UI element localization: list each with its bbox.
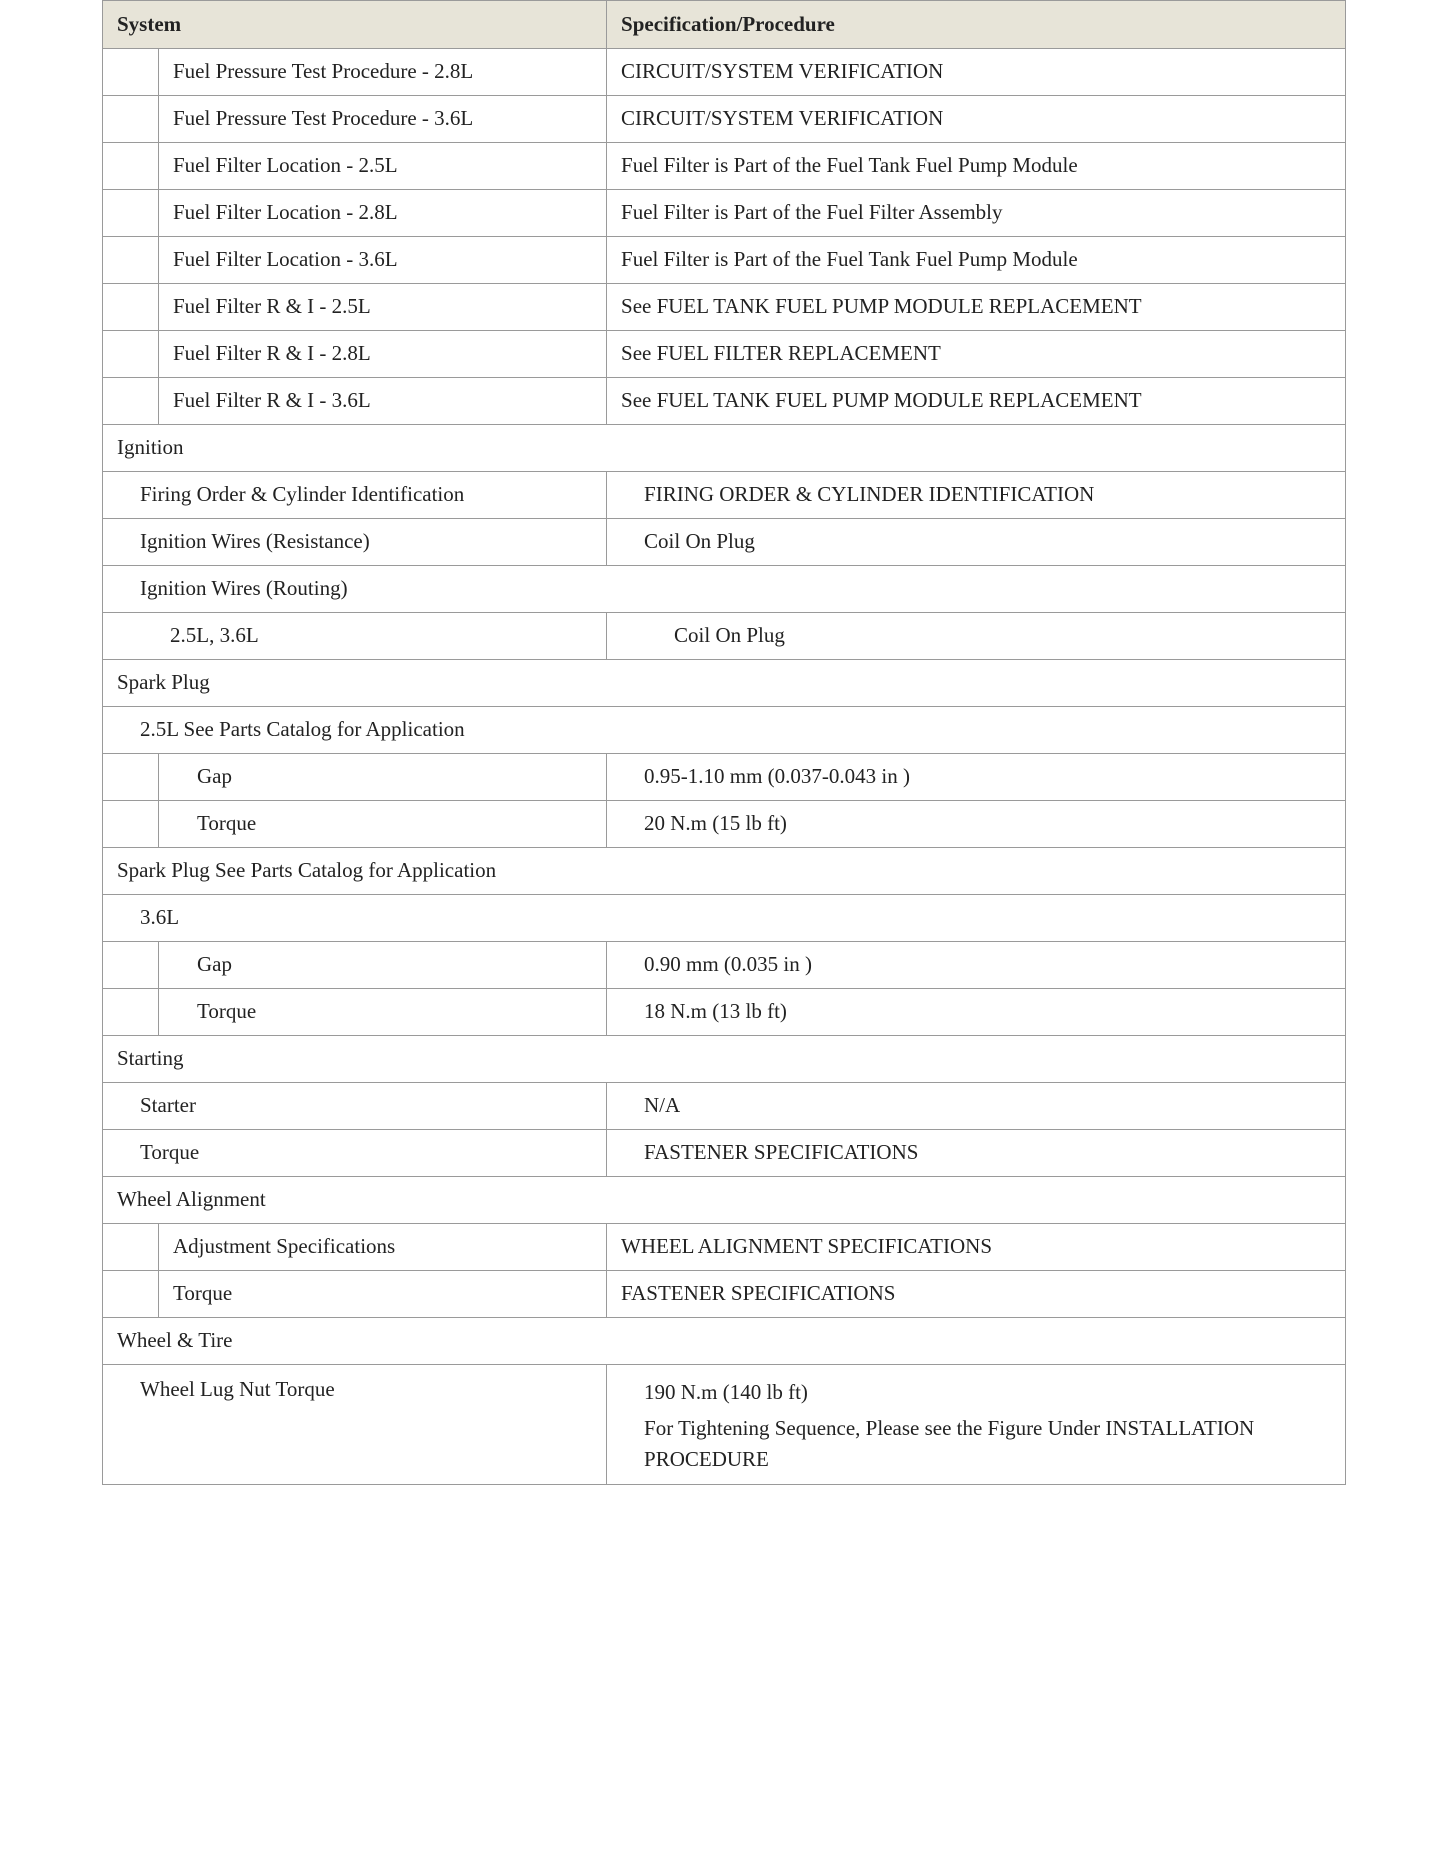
spec-cell: Coil On Plug [607, 613, 1346, 660]
section-heading: Spark Plug See Parts Catalog for Application [103, 848, 1346, 895]
tightening-sequence-note: For Tightening Sequence, Please see the Figure Under INSTALLATION PROCEDURE [644, 1416, 1255, 1471]
table-row [103, 754, 1346, 801]
subsection-row [103, 707, 1346, 754]
indent-cell [103, 989, 159, 1036]
table-row [103, 190, 1346, 237]
section-heading: Starting [103, 1036, 1346, 1083]
section-row-starting [103, 1036, 1346, 1083]
spec-cell: 0.95-1.10 mm (0.037-0.043 in ) [607, 754, 1346, 801]
header-system: System [103, 1, 607, 49]
table-row [103, 331, 1346, 378]
spec-cell: 18 N.m (13 lb ft) [607, 989, 1346, 1036]
table-row [103, 1130, 1346, 1177]
table-row [103, 284, 1346, 331]
section-heading: Wheel & Tire [103, 1318, 1346, 1365]
indent-cell [103, 96, 159, 143]
spec-cell: CIRCUIT/SYSTEM VERIFICATION [607, 49, 1346, 96]
table-row [103, 143, 1346, 190]
table-row [103, 1224, 1346, 1271]
specification-table [102, 0, 1346, 1485]
spec-cell: CIRCUIT/SYSTEM VERIFICATION [607, 96, 1346, 143]
table-row [103, 613, 1346, 660]
table-row [103, 1083, 1346, 1130]
subsection-heading: 3.6L [103, 895, 1346, 942]
table-row [103, 237, 1346, 284]
indent-cell [103, 942, 159, 989]
indent-cell [103, 801, 159, 848]
system-cell: 2.5L, 3.6L [103, 613, 607, 660]
system-cell: Adjustment Specifications [159, 1224, 607, 1271]
spec-cell: N/A [607, 1083, 1346, 1130]
system-cell: Wheel Lug Nut Torque [103, 1365, 607, 1485]
spec-cell: WHEEL ALIGNMENT SPECIFICATIONS [607, 1224, 1346, 1271]
indent-cell [103, 237, 159, 284]
spec-cell: FASTENER SPECIFICATIONS [607, 1130, 1346, 1177]
subsection-row [103, 566, 1346, 613]
table-header-row [103, 1, 1346, 49]
system-cell: Torque [159, 989, 607, 1036]
spec-cell [607, 1365, 1346, 1485]
spec-cell: FIRING ORDER & CYLINDER IDENTIFICATION [607, 472, 1346, 519]
indent-cell [103, 190, 159, 237]
subsection-heading: 2.5L See Parts Catalog for Application [103, 707, 1346, 754]
system-cell: Fuel Filter R & I - 2.5L [159, 284, 607, 331]
indent-cell [103, 331, 159, 378]
system-cell: Starter [103, 1083, 607, 1130]
system-cell: Torque [159, 801, 607, 848]
spec-cell: Fuel Filter is Part of the Fuel Tank Fuel Pump Module [607, 237, 1346, 284]
lug-nut-torque-value: 190 N.m (140 lb ft) [644, 1380, 808, 1404]
section-row-spark-plug-36 [103, 848, 1346, 895]
indent-cell [103, 754, 159, 801]
table-row [103, 801, 1346, 848]
table-row [103, 472, 1346, 519]
system-cell: Fuel Pressure Test Procedure - 3.6L [159, 96, 607, 143]
table-row [103, 96, 1346, 143]
system-cell: Gap [159, 942, 607, 989]
spec-cell: Coil On Plug [607, 519, 1346, 566]
system-cell: Fuel Filter R & I - 2.8L [159, 331, 607, 378]
spec-cell: Fuel Filter is Part of the Fuel Filter Assembly [607, 190, 1346, 237]
table-row [103, 1365, 1346, 1485]
indent-cell [103, 284, 159, 331]
table-row [103, 378, 1346, 425]
spec-cell: See FUEL TANK FUEL PUMP MODULE REPLACEMENT [607, 378, 1346, 425]
table-row [103, 1271, 1346, 1318]
subsection-row [103, 895, 1346, 942]
table-row [103, 519, 1346, 566]
spec-cell: FASTENER SPECIFICATIONS [607, 1271, 1346, 1318]
spec-cell: See FUEL FILTER REPLACEMENT [607, 331, 1346, 378]
indent-cell [103, 1271, 159, 1318]
system-cell: Fuel Filter Location - 2.5L [159, 143, 607, 190]
system-cell: Torque [103, 1130, 607, 1177]
system-cell: Firing Order & Cylinder Identification [103, 472, 607, 519]
section-heading: Spark Plug [103, 660, 1346, 707]
system-cell: Fuel Pressure Test Procedure - 2.8L [159, 49, 607, 96]
section-heading: Ignition [103, 425, 1346, 472]
system-cell: Ignition Wires (Resistance) [103, 519, 607, 566]
spec-cell: See FUEL TANK FUEL PUMP MODULE REPLACEMENT [607, 284, 1346, 331]
spec-cell: Fuel Filter is Part of the Fuel Tank Fuel Pump Module [607, 143, 1346, 190]
header-specification: Specification/Procedure [607, 1, 1346, 49]
table-row [103, 942, 1346, 989]
table-row [103, 49, 1346, 96]
section-row-spark-plug [103, 660, 1346, 707]
indent-cell [103, 378, 159, 425]
section-heading: Wheel Alignment [103, 1177, 1346, 1224]
system-cell: Fuel Filter Location - 2.8L [159, 190, 607, 237]
section-row-wheel-tire [103, 1318, 1346, 1365]
spec-cell: 20 N.m (15 lb ft) [607, 801, 1346, 848]
system-cell: Torque [159, 1271, 607, 1318]
indent-cell [103, 143, 159, 190]
table-row [103, 989, 1346, 1036]
indent-cell [103, 1224, 159, 1271]
system-cell: Gap [159, 754, 607, 801]
subsection-heading: Ignition Wires (Routing) [103, 566, 1346, 613]
spec-cell: 0.90 mm (0.035 in ) [607, 942, 1346, 989]
indent-cell [103, 49, 159, 96]
system-cell: Fuel Filter R & I - 3.6L [159, 378, 607, 425]
system-cell: Fuel Filter Location - 3.6L [159, 237, 607, 284]
section-row-ignition [103, 425, 1346, 472]
section-row-wheel-alignment [103, 1177, 1346, 1224]
